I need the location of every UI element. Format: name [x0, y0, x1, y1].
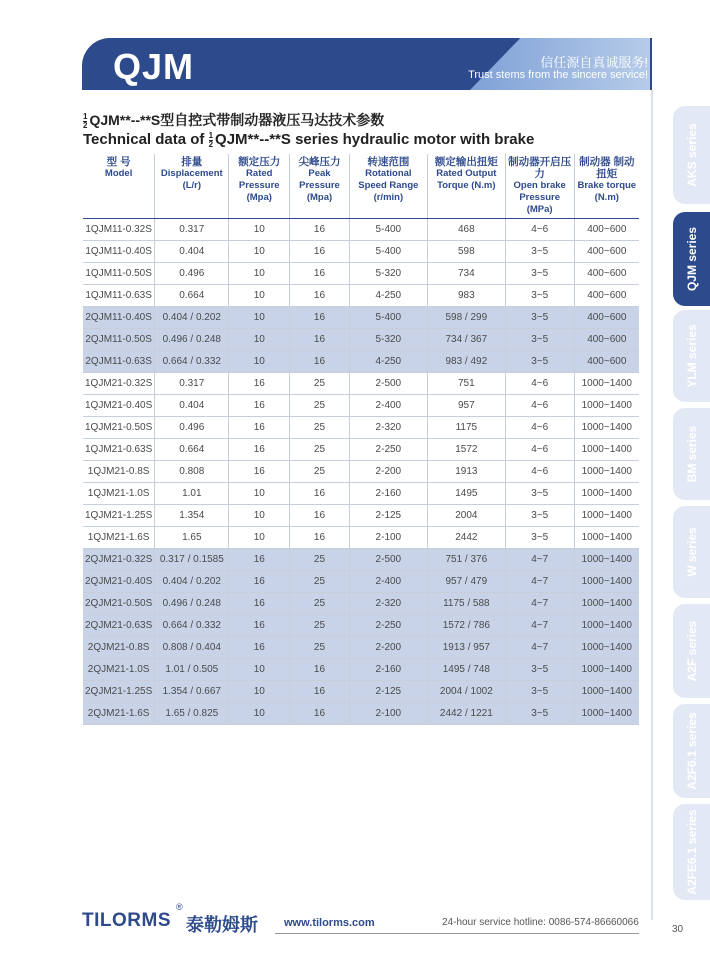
table-cell: 16: [290, 659, 350, 681]
table-row: [83, 329, 639, 351]
model-cell: 2QJM21-1.6S: [83, 703, 155, 725]
table-cell: 16: [290, 307, 350, 329]
table-cell: 400~600: [574, 219, 639, 241]
table-cell: 4~7: [505, 549, 574, 571]
table-cell: 10: [229, 351, 290, 373]
table-cell: 400~600: [574, 329, 639, 351]
tab-bm-series[interactable]: [673, 408, 710, 500]
table-cell: 16: [229, 615, 290, 637]
table-cell: 957: [427, 395, 505, 417]
table-cell: 1000~1400: [574, 483, 639, 505]
model-cell: 1QJM21-1.6S: [83, 527, 155, 549]
table-cell: 0.808: [155, 461, 229, 483]
table-cell: 5-320: [349, 263, 427, 285]
table-cell: 2-125: [349, 505, 427, 527]
table-cell: 16: [290, 483, 350, 505]
table-cell: 1000~1400: [574, 395, 639, 417]
table-cell: 3~5: [505, 351, 574, 373]
table-cell: 1000~1400: [574, 571, 639, 593]
table-cell: 3~5: [505, 329, 574, 351]
table-cell: 400~600: [574, 241, 639, 263]
table-cell: 0.317 / 0.1585: [155, 549, 229, 571]
table-cell: 25: [290, 395, 350, 417]
column-header-en: Model: [104, 168, 133, 179]
table-cell: 2442: [427, 527, 505, 549]
table-cell: 4~6: [505, 219, 574, 241]
table-cell: 3~5: [505, 505, 574, 527]
section-heading-cn: $\frac{1}{2} QJM**--**S$型自控式带制动器液压马达技术参数: [83, 111, 385, 130]
table-cell: 1.65: [155, 527, 229, 549]
table-cell: 2-500: [349, 549, 427, 571]
table-cell: 1000~1400: [574, 439, 639, 461]
table-cell: 25: [290, 373, 350, 395]
table-row: [83, 417, 639, 439]
table-cell: 1000~1400: [574, 527, 639, 549]
table-row: [83, 505, 639, 527]
table-cell: 4-250: [349, 351, 427, 373]
table-cell: 25: [290, 439, 350, 461]
table-cell: 16: [229, 439, 290, 461]
table-cell: 2-320: [349, 417, 427, 439]
column-header-en: Open brake Pressure (MPa): [513, 180, 566, 215]
website-link[interactable]: www.tilorms.com: [284, 917, 375, 929]
right-divider: [651, 90, 653, 920]
table-cell: 25: [290, 615, 350, 637]
tab-ylm-series[interactable]: [673, 310, 710, 402]
table-cell: 2-400: [349, 395, 427, 417]
column-header-cn: 额定输出扭矩: [434, 156, 498, 168]
column-header-cn: 额定压力: [238, 156, 281, 168]
technical-data-table: [83, 154, 639, 725]
table-row: [83, 219, 639, 241]
table-row: [83, 439, 639, 461]
model-cell: 1QJM11-0.32S: [83, 219, 155, 241]
table-row: [83, 461, 639, 483]
table-row: [83, 483, 639, 505]
table-cell: 10: [229, 527, 290, 549]
table-cell: 0.404: [155, 395, 229, 417]
table-cell: 25: [290, 461, 350, 483]
model-cell: 2QJM21-0.40S: [83, 571, 155, 593]
table-cell: 4~6: [505, 417, 574, 439]
table-cell: 10: [229, 681, 290, 703]
tab-label: QJM series: [684, 226, 699, 292]
slogan-en: Trust stems from the sincere service!: [468, 69, 648, 81]
table-cell: 3~5: [505, 263, 574, 285]
page-number: 30: [672, 924, 684, 935]
table-cell: 400~600: [574, 285, 639, 307]
table-cell: 2-100: [349, 703, 427, 725]
table-cell: 2004 / 1002: [427, 681, 505, 703]
column-header-cn: 转速范围: [367, 156, 410, 168]
table-cell: 1000~1400: [574, 549, 639, 571]
page-title: QJM: [113, 46, 195, 87]
table-cell: 16: [229, 373, 290, 395]
table-cell: 10: [229, 703, 290, 725]
model-cell: 2QJM11-0.40S: [83, 307, 155, 329]
table-cell: 1000~1400: [574, 417, 639, 439]
model-cell: 2QJM21-0.32S: [83, 549, 155, 571]
table-row: [83, 263, 639, 285]
footer-divider: [275, 933, 639, 934]
table-cell: 10: [229, 219, 290, 241]
table-cell: 2442 / 1221: [427, 703, 505, 725]
table-cell: 10: [229, 285, 290, 307]
table-cell: 983: [427, 285, 505, 307]
table-cell: 10: [229, 241, 290, 263]
table-cell: 1000~1400: [574, 659, 639, 681]
table-cell: 5-320: [349, 329, 427, 351]
table-row: [83, 241, 639, 263]
table-cell: 2004: [427, 505, 505, 527]
table-cell: 1.354: [155, 505, 229, 527]
fraction-half: $\frac{1}{2}$: [208, 130, 214, 149]
column-header: [229, 154, 290, 219]
table-cell: 1495 / 748: [427, 659, 505, 681]
column-header-en: Rated Output Torque (N.m): [436, 168, 497, 191]
table-cell: 1.01 / 0.505: [155, 659, 229, 681]
table-cell: 0.664 / 0.332: [155, 615, 229, 637]
tab-w-series[interactable]: [673, 506, 710, 598]
column-header: [83, 154, 155, 219]
table-cell: 2-200: [349, 637, 427, 659]
table-cell: 16: [290, 681, 350, 703]
table-cell: 1913 / 957: [427, 637, 505, 659]
table-cell: 2-400: [349, 571, 427, 593]
column-header-en: Peak Pressure (Mpa): [299, 168, 340, 203]
table-cell: 751 / 376: [427, 549, 505, 571]
tab-label: W series: [684, 527, 699, 577]
table-cell: 10: [229, 263, 290, 285]
table-cell: 10: [229, 483, 290, 505]
tab-a2f-series[interactable]: [673, 604, 710, 698]
table-cell: 16: [290, 263, 350, 285]
table-cell: 25: [290, 593, 350, 615]
table-cell: 734: [427, 263, 505, 285]
table-cell: 1000~1400: [574, 373, 639, 395]
table-cell: 0.317: [155, 373, 229, 395]
model-cell: 2QJM21-1.0S: [83, 659, 155, 681]
table-cell: 1000~1400: [574, 461, 639, 483]
table-cell: 1572: [427, 439, 505, 461]
table-row: [83, 703, 639, 725]
table-cell: 1913: [427, 461, 505, 483]
table-cell: 2-250: [349, 439, 427, 461]
table-cell: 10: [229, 505, 290, 527]
table-cell: 4~7: [505, 615, 574, 637]
table-cell: 16: [229, 417, 290, 439]
table-row: [83, 659, 639, 681]
table-cell: 10: [229, 659, 290, 681]
table-cell: 1495: [427, 483, 505, 505]
table-cell: 400~600: [574, 263, 639, 285]
table-cell: 1000~1400: [574, 703, 639, 725]
fraction-half: $\frac{1}{2}$: [83, 111, 88, 130]
brand-logo: TILORMS: [82, 910, 171, 931]
model-cell: 1QJM11-0.50S: [83, 263, 155, 285]
table-cell: 983 / 492: [427, 351, 505, 373]
table-cell: 16: [229, 571, 290, 593]
table-row: [83, 395, 639, 417]
table-cell: 3~5: [505, 307, 574, 329]
table-row: [83, 285, 639, 307]
model-cell: 2QJM11-0.50S: [83, 329, 155, 351]
table-cell: 957 / 479: [427, 571, 505, 593]
brand-logo-cn: 泰勒姆斯: [186, 915, 258, 935]
model-cell: 1QJM21-0.32S: [83, 373, 155, 395]
table-cell: 5-400: [349, 219, 427, 241]
table-row: [83, 637, 639, 659]
table-cell: 16: [290, 505, 350, 527]
column-header-en: Brake torque (N.m): [577, 180, 637, 203]
column-header: [290, 154, 350, 219]
model-cell: 2QJM21-0.50S: [83, 593, 155, 615]
table-cell: 0.664: [155, 285, 229, 307]
table-cell: 16: [290, 703, 350, 725]
table-cell: 2-250: [349, 615, 427, 637]
table-cell: 1175: [427, 417, 505, 439]
table-cell: 10: [229, 329, 290, 351]
table-cell: 5-400: [349, 307, 427, 329]
model-cell: 1QJM21-0.40S: [83, 395, 155, 417]
table-cell: 1000~1400: [574, 593, 639, 615]
slogan-cn: 信任源自真诚服务!: [540, 55, 648, 70]
section-heading-en: Technical data of $\frac{1}{2} QJM**--**S$ series hydraulic motor with brake: [83, 130, 535, 149]
table-row: [83, 549, 639, 571]
table-cell: 2-200: [349, 461, 427, 483]
table-cell: 1000~1400: [574, 505, 639, 527]
table-cell: 1000~1400: [574, 637, 639, 659]
table-cell: 0.404: [155, 241, 229, 263]
table-cell: 1000~1400: [574, 681, 639, 703]
table-cell: 0.404 / 0.202: [155, 307, 229, 329]
table-cell: 4~6: [505, 373, 574, 395]
tab-qjm-series[interactable]: [673, 212, 710, 306]
table-cell: 4~7: [505, 571, 574, 593]
model-cell: 1QJM21-1.0S: [83, 483, 155, 505]
column-header-en: Displacement (L/r): [160, 168, 223, 191]
service-hotline: 24-hour service hotline: 0086-574-86660066: [442, 917, 639, 928]
table-cell: 0.808 / 0.404: [155, 637, 229, 659]
table-cell: 1.01: [155, 483, 229, 505]
table-cell: 4~6: [505, 439, 574, 461]
model-cell: 1QJM21-1.25S: [83, 505, 155, 527]
tab-aks-series[interactable]: [673, 106, 710, 204]
tab-a2fe6-1-series[interactable]: [673, 804, 710, 900]
table-cell: 16: [290, 285, 350, 307]
table-cell: 0.496: [155, 417, 229, 439]
model-cell: 2QJM11-0.63S: [83, 351, 155, 373]
column-header-en: Rotational Speed Range (r/min): [358, 168, 419, 203]
model-cell: 2QJM21-0.63S: [83, 615, 155, 637]
table-cell: 0.404 / 0.202: [155, 571, 229, 593]
column-header: [349, 154, 427, 219]
column-header-cn: 排量: [181, 156, 203, 168]
tab-label: YLM series: [684, 324, 699, 388]
table-cell: 10: [229, 307, 290, 329]
tab-label: A2F series: [684, 620, 699, 682]
table-cell: 468: [427, 219, 505, 241]
table-cell: 3~5: [505, 483, 574, 505]
table-cell: 1000~1400: [574, 615, 639, 637]
model-cell: 2QJM21-0.8S: [83, 637, 155, 659]
column-header-cn: 制动器 制动扭矩: [579, 156, 635, 180]
column-header: [427, 154, 505, 219]
table-row: [83, 351, 639, 373]
table-cell: 2-320: [349, 593, 427, 615]
tab-label: A2FE6.1 series: [684, 809, 699, 895]
table-row: [83, 571, 639, 593]
table-row: [83, 681, 639, 703]
table-cell: 400~600: [574, 307, 639, 329]
column-header: [574, 154, 639, 219]
table-cell: 16: [290, 329, 350, 351]
table-cell: 16: [290, 527, 350, 549]
model-cell: 1QJM11-0.40S: [83, 241, 155, 263]
table-cell: 0.664 / 0.332: [155, 351, 229, 373]
table-cell: 16: [229, 461, 290, 483]
model-cell: 1QJM21-0.8S: [83, 461, 155, 483]
table-cell: 734 / 367: [427, 329, 505, 351]
tab-label: AKS series: [684, 123, 699, 187]
table-cell: 3~5: [505, 681, 574, 703]
table-cell: 4~6: [505, 461, 574, 483]
table-cell: 3~5: [505, 527, 574, 549]
table-cell: 2-100: [349, 527, 427, 549]
table-header-row: [83, 154, 639, 219]
table-cell: 4~7: [505, 593, 574, 615]
tab-a2f6-1-series[interactable]: [673, 704, 710, 798]
table-cell: 3~5: [505, 241, 574, 263]
table-row: [83, 527, 639, 549]
model-cell: 1QJM21-0.63S: [83, 439, 155, 461]
table-cell: 0.496: [155, 263, 229, 285]
table-cell: 16: [290, 219, 350, 241]
table-cell: 2-500: [349, 373, 427, 395]
table-cell: 16: [290, 351, 350, 373]
column-header: [505, 154, 574, 219]
table-cell: 0.496 / 0.248: [155, 593, 229, 615]
table-row: [83, 615, 639, 637]
column-header: [155, 154, 229, 219]
table-cell: 3~5: [505, 703, 574, 725]
table-cell: 0.317: [155, 219, 229, 241]
column-header-cn: 型 号: [106, 156, 131, 168]
table-cell: 1175 / 588: [427, 593, 505, 615]
column-header-cn: 制动器开启压力: [508, 156, 572, 180]
table-row: [83, 307, 639, 329]
model-cell: 1QJM21-0.50S: [83, 417, 155, 439]
table-cell: 1.354 / 0.667: [155, 681, 229, 703]
table-cell: 2-160: [349, 659, 427, 681]
table-cell: 2-160: [349, 483, 427, 505]
table-cell: 0.496 / 0.248: [155, 329, 229, 351]
table-cell: 16: [290, 241, 350, 263]
model-cell: 2QJM21-1.25S: [83, 681, 155, 703]
table-cell: 25: [290, 417, 350, 439]
tab-label: BM series: [684, 425, 699, 483]
table-cell: 598: [427, 241, 505, 263]
registered-mark: ®: [176, 902, 183, 912]
table-cell: 4~6: [505, 395, 574, 417]
table-cell: 5-400: [349, 241, 427, 263]
table-cell: 598 / 299: [427, 307, 505, 329]
table-cell: 3~5: [505, 285, 574, 307]
table-cell: 1.65 / 0.825: [155, 703, 229, 725]
table-cell: 25: [290, 549, 350, 571]
table-row: [83, 373, 639, 395]
model-cell: 1QJM11-0.63S: [83, 285, 155, 307]
column-header-cn: 尖峰压力: [298, 156, 341, 168]
table-cell: 4-250: [349, 285, 427, 307]
table-cell: 16: [229, 549, 290, 571]
table-cell: 2-125: [349, 681, 427, 703]
table-cell: 25: [290, 637, 350, 659]
column-header-en: Rated Pressure (Mpa): [238, 168, 280, 203]
table-cell: 751: [427, 373, 505, 395]
table-cell: 400~600: [574, 351, 639, 373]
table-row: [83, 593, 639, 615]
tab-label: A2F6.1 series: [684, 712, 699, 790]
table-cell: 0.664: [155, 439, 229, 461]
table-cell: 1572 / 786: [427, 615, 505, 637]
table-cell: 4~7: [505, 637, 574, 659]
table-cell: 16: [229, 593, 290, 615]
table-cell: 16: [229, 637, 290, 659]
table-cell: 16: [229, 395, 290, 417]
table-cell: 25: [290, 571, 350, 593]
table-cell: 3~5: [505, 659, 574, 681]
